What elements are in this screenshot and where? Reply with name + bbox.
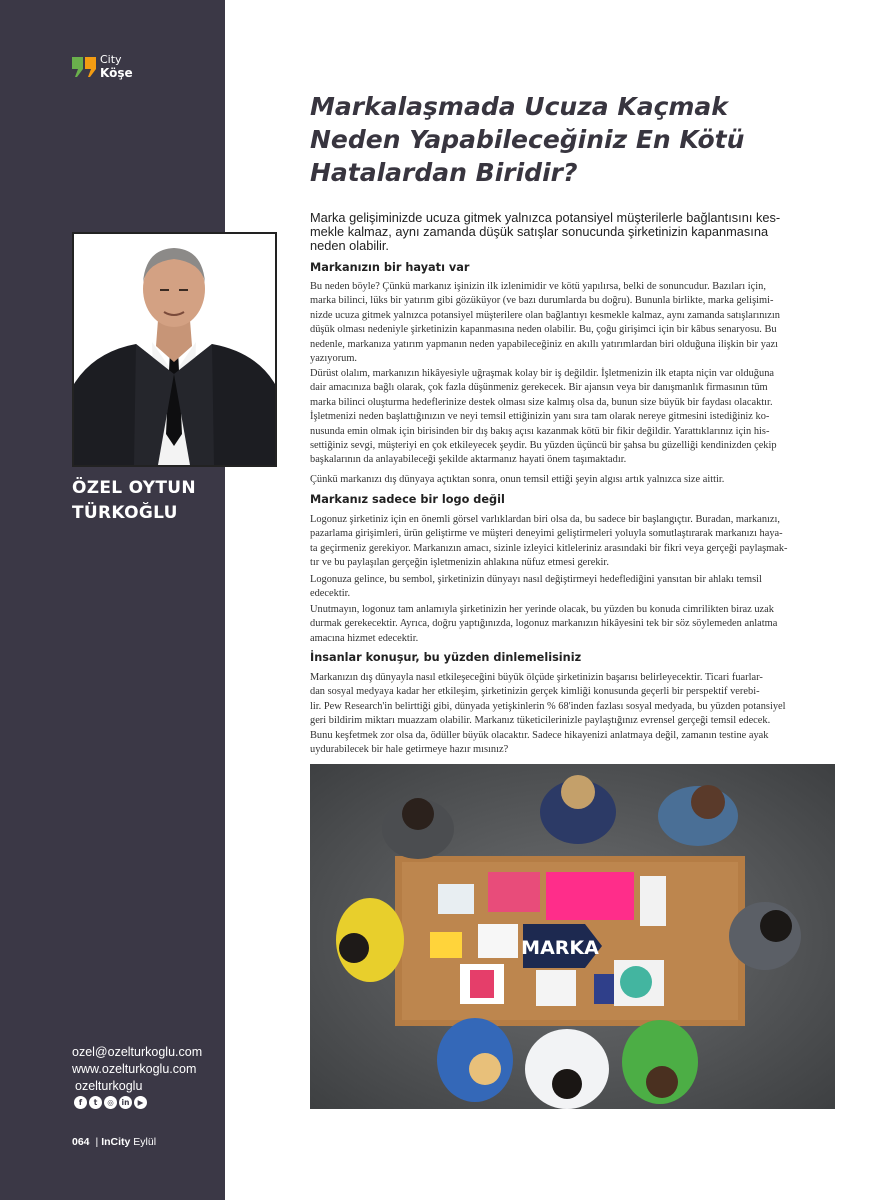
paragraph-line: lir. Pew Research'in belirttiği gibi, dünyada yetişkinlerin % 68'inden fazlası sosyal medyada, bu yüzden potansiyel (310, 700, 786, 712)
issue-month: Eylül (133, 1136, 157, 1148)
email-link[interactable]: ozel@ozelturkoglu.com (72, 1045, 203, 1059)
article-photo (310, 764, 835, 1109)
article-title (310, 90, 780, 189)
paragraph-line: dan sosyal medyaya kadar her etkileşim, şirketinizin gerçek kimliği konusunda geçerli bir perspektif verebi- (310, 686, 760, 698)
body-paragraph (310, 671, 838, 757)
paragraph-line: geri bildirim miktarı muazzam olabilir. Markanız tüketicilerinizle paylaştığınız evrensel gerçeği temsil edecek. (310, 715, 771, 727)
website-link[interactable]: www.ozelturkoglu.com (72, 1062, 197, 1076)
paragraph-line: Bu neden böyle? Çünkü markanız işinizin ilk izlenimidir ve kötü yapılırsa, belki de sonuncudur. Bazıları için, (310, 281, 766, 292)
logo-city-text: City (100, 53, 122, 66)
title-line: Hatalardan Biridir? (310, 158, 578, 187)
section-heading: Markanızın bir hayatı var (310, 261, 470, 274)
social-handle: ozelturkoglu (75, 1079, 143, 1093)
paragraph-line: Logonuza gelince, bu sembol, şirketinizin dünyayı nasıl değiştirmeyi hedeflediğini yansıtan bir ahlakı temsil (310, 574, 762, 585)
body-paragraph (310, 367, 838, 468)
footer-separator: | (95, 1136, 99, 1148)
body-paragraph (310, 513, 838, 571)
social-icons (74, 1096, 222, 1109)
paragraph-line: nizde ucuza gitmek yalnızca potansiyel müşterilere olan bağlantıyı kesmekle kalmaz, aynı zamanda satışlarınızın (310, 309, 780, 321)
author-portrait (72, 232, 277, 467)
paragraph-line: marka bilinci, lüks bir yatırım gibi gözüküyor (ve bazı durumlarda bu doğru). Bununla birlikte, marka gelişimi- (310, 295, 774, 307)
photo-marka-label: MARKA (521, 937, 599, 959)
paragraph-line: nusunda emin olmak için birisinden bir dış bakış açısı kazanmak kötü bir fikir değildir. Yarattıklarınız için his- (310, 425, 770, 437)
paragraph-line: Logonuz şirketiniz için en önemli görsel varlıklardan biri olsa da, bu sadece bir başlangıçtır. Buradan, markanızı, (310, 514, 781, 525)
paragraph-line: Çünkü markanızı dış dünyaya açtıktan sonra, onun temsil ettiği şeyin algısı artık yalnızca size aittir. (310, 474, 725, 485)
paragraph-line: nedenle, markanıza yatırım yapmanın neden yapabileceğiniz en akıllı yatırımlardan biri olduğuna ilişkin bir yazı (310, 338, 778, 350)
paragraph-line: settiğiniz sevgi, müşteriyi en çok etkileyecek şeydir. Bu yüzden üçüncü bir şahsa bu güzelliği kendinizden çekip (310, 440, 777, 452)
body-paragraph (310, 473, 838, 487)
paragraph-line: Markanızın dış dünyayla nasıl etkileşeceğini büyük ölçüde şirketinizin başarısı belirleyecektir. Ticari fuarlar- (310, 672, 763, 683)
section-heading: İnsanlar konuşur, bu yüzden dinlemelisiniz (310, 651, 582, 664)
paragraph-line: Dürüst olalım, markanızın hikâyesiyle uğraşmak kolay bir iş değildir. İşletmenizin ilk etapta niçin var olduğuna (310, 368, 775, 379)
quote-marks-icon (72, 55, 98, 79)
paragraph-line: Unutmayın, logonuz tam anlamıyla şirketinizin her yerinde olacak, bu yüzden bu konuda cimrilikten biraz uzak (310, 604, 774, 615)
contact-block (72, 1044, 222, 1109)
logo-kose-text: Köşe (100, 66, 133, 80)
city-kose-logo (72, 52, 152, 86)
paragraph-line: başkalarının da anlayabileceği şekilde aktarmanız hayati önem taşımaktadır. (310, 454, 627, 466)
author-name (72, 476, 222, 526)
twitter-icon[interactable]: t (89, 1096, 102, 1109)
page-number: 064 (72, 1136, 90, 1148)
body-paragraph (310, 573, 838, 602)
body-paragraph (310, 280, 838, 366)
author-name-line2: TÜRKOĞLU (72, 503, 178, 523)
section-heading: Markanız sadece bir logo değil (310, 493, 505, 506)
instagram-icon[interactable]: ◎ (104, 1096, 117, 1109)
paragraph-line: amacına hizmet edecektir. (310, 632, 419, 644)
article-lead (310, 211, 838, 254)
lead-line: neden olabilir. (310, 238, 389, 254)
paragraph-line: tır ve bu paylaşılan gerçeğin işletmenizin ahlakına nüfuz etmesi gerekir. (310, 557, 609, 569)
paragraph-line: Bunu keşfetmek zor olsa da, ödüller büyük olacaktır. Sadece hikayenizi anlatmaya değil, zamanın testine ayak (310, 729, 769, 741)
lead-line: Marka gelişiminizde ucuza gitmek yalnızca potansiyel müşterilerle bağlantısını kes- (310, 210, 781, 225)
paragraph-line: dair amacınıza bağlı olarak, çok fazla düşünmeniz gerekecek. Bir ajansın veya bir danışmanlık firmasının tüm (310, 382, 768, 394)
magazine-name: InCity (101, 1136, 131, 1148)
paragraph-line: yazıyorum. (310, 353, 358, 365)
paragraph-line: düşük olması nedeniyle şirketinizin kapanmasına neden olabilir. Bu, çoğu girişimci için bir kâbus senaryosu. Bu (310, 324, 777, 336)
youtube-icon[interactable]: ▶ (134, 1096, 147, 1109)
body-paragraph (310, 603, 838, 646)
title-line: Neden Yapabileceğiniz En Kötü (310, 125, 745, 154)
paragraph-line: edecektir. (310, 588, 351, 600)
author-sidebar (0, 0, 225, 1200)
paragraph-line: ta geçirmeniz gerekiyor. Markanızın amacı, sizinle izleyici kitleleriniz arasındaki bir fikri veya gerçeği paylaşmak- (310, 542, 788, 554)
lead-line: mekle kalmaz, aynı zamanda düşük satışlar sonucunda şirketinizin kapanmasına (310, 224, 769, 240)
paragraph-line: durmak gerekecektir. Ayrıca, doğru yaptığınızda, logonuz markanızın hikâyesini tek bir söz söylemeden anlatma (310, 618, 778, 630)
paragraph-line: uydurabilecek bir hale getirmeye hazır mısınız? (310, 744, 509, 756)
paragraph-line: pazarlama girişimleri, ürün geliştirme ve müşteri deneyimi geliştirmeleri yoluyla somutlaştırarak markanızı haya- (310, 528, 783, 540)
author-name-line1: ÖZEL OYTUN (72, 478, 196, 498)
paragraph-line: marka bilinci oluşturma hedeflerinize destek olması size kalmış olsa da, bunun size büyük bir faydası olacaktır. (310, 396, 773, 408)
title-line: Markalaşmada Ucuza Kaçmak (310, 92, 728, 121)
page-footer (72, 1136, 156, 1148)
linkedin-icon[interactable]: in (119, 1096, 132, 1109)
facebook-icon[interactable]: f (74, 1096, 87, 1109)
paragraph-line: İşletmenizi neden başlattığınızın ve neyi temsil ettiğinizin yanı sıra tam olarak nereye gitmesini istediğiniz ko- (310, 411, 770, 423)
